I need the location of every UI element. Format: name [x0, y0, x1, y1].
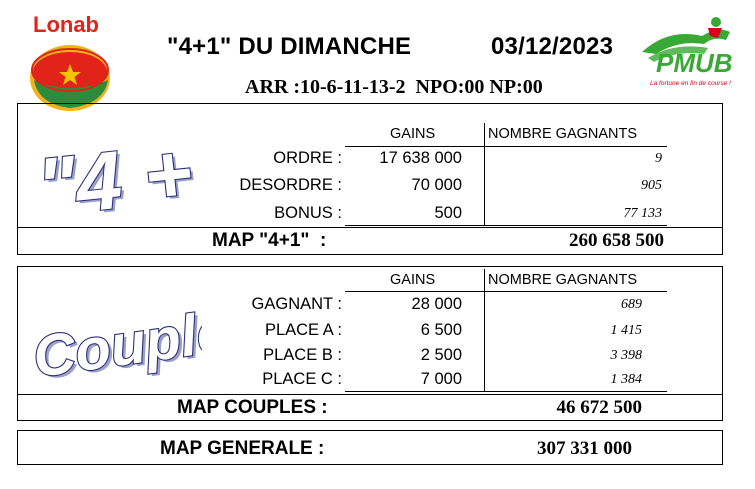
row-label: PLACE A : [264, 321, 342, 339]
map-couples-label: MAP COUPLES : [177, 397, 328, 418]
row-gain: 28 000 [411, 295, 462, 313]
grid-line [484, 269, 485, 391]
gains-header: GAINS [390, 126, 436, 142]
row-label: ORDRE : [273, 149, 342, 167]
grid-line [484, 123, 485, 225]
pmub-logo-text: PMUB [656, 48, 733, 78]
row-label: PLACE B : [263, 346, 342, 364]
pmub-tagline: La fortune en fin de course ! [650, 80, 731, 87]
badge-4plus1 [30, 112, 200, 222]
winners-header: NOMBRE GAGNANTS [488, 272, 638, 288]
row-winners: 9 [655, 151, 662, 166]
row-label: PLACE C : [262, 370, 342, 388]
row-gain: 17 638 000 [379, 149, 462, 167]
gains-header: GAINS [390, 272, 436, 288]
row-label: GAGNANT : [251, 295, 342, 313]
row-winners: 905 [641, 178, 662, 193]
row-gain: 2 500 [420, 346, 462, 364]
draw-date: 03/12/2023 [491, 33, 614, 60]
row-label: DESORDRE : [239, 176, 342, 194]
grid-line [345, 146, 667, 147]
map-general-label: MAP GENERALE : [160, 438, 325, 459]
grid-line [345, 291, 667, 292]
row-label: BONUS : [274, 204, 342, 222]
badge-couples-text: Couplés [29, 293, 202, 390]
map-4plus1-value: 260 658 500 [569, 230, 664, 251]
map-general-value: 307 331 000 [537, 438, 632, 459]
badge-4plus1-shadow: "4 + [35, 129, 200, 222]
lonab-logo-text: Lonab [33, 12, 99, 37]
badge-couples [26, 280, 202, 390]
page-title: "4+1" DU DIMANCHE [167, 33, 412, 60]
badge-couples-shadow: Couplés [32, 296, 202, 390]
grid-line [345, 225, 667, 226]
row-winners: 3 398 [610, 348, 642, 363]
badge-4plus1-text: "4 + [32, 127, 197, 222]
row-gain: 500 [434, 204, 462, 222]
row-winners: 77 133 [623, 206, 662, 221]
winners-header: NOMBRE GAGNANTS [488, 126, 638, 142]
row-gain: 70 000 [411, 176, 462, 194]
grid-line [345, 391, 667, 392]
map-couples-value: 46 672 500 [556, 397, 642, 418]
row-gain: 6 500 [420, 321, 462, 339]
row-winners: 1 415 [610, 323, 642, 338]
map-4plus1-label: MAP "4+1" : [212, 230, 327, 251]
row-gain: 7 000 [420, 370, 462, 388]
arrival-result: ARR :10-6-11-13-2 NPO:00 NP:00 [245, 76, 543, 98]
row-winners: 689 [621, 297, 642, 312]
row-winners: 1 384 [610, 372, 642, 387]
